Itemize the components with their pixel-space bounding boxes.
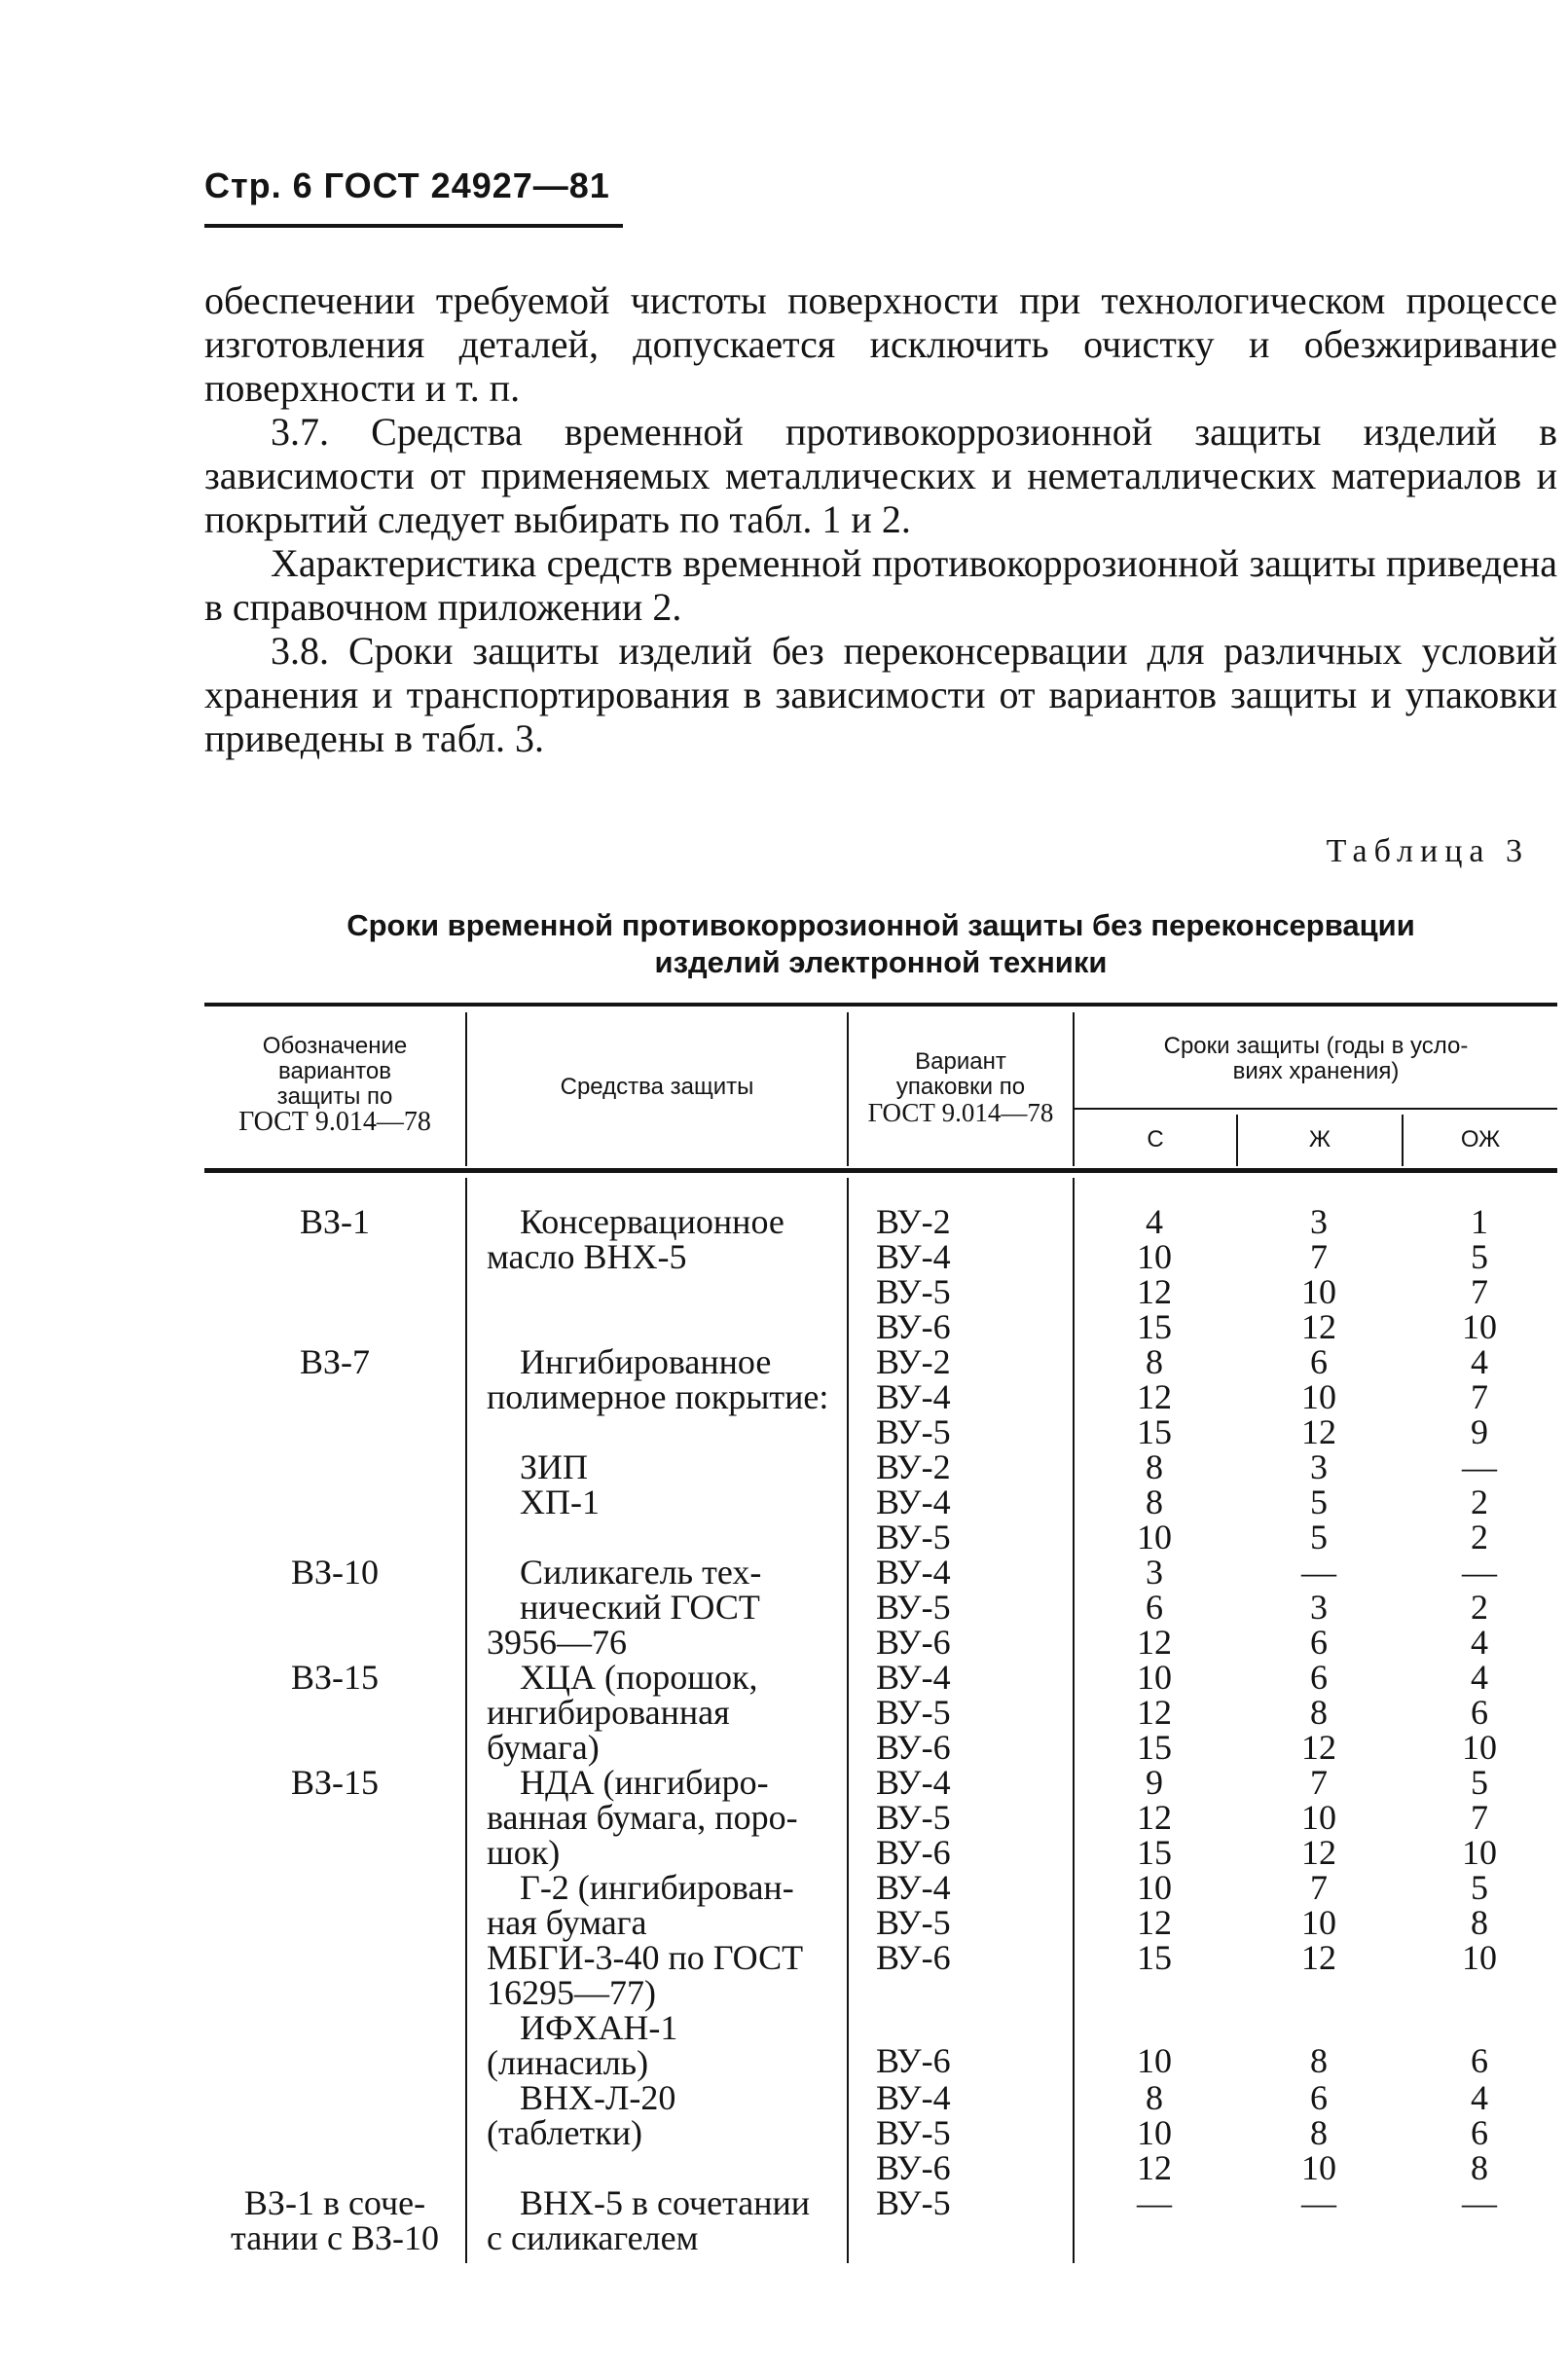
term-oz-cell <box>1402 1660 1557 1765</box>
term-z-cell-line: 12 <box>1301 1307 1336 1346</box>
term-oz-cell-line: 6 <box>1471 1693 1488 1732</box>
means-cell-line: нический ГОСТ <box>520 1588 760 1627</box>
term-oz-cell-line: 8 <box>1471 2148 1488 2187</box>
table-row <box>204 2080 1557 2185</box>
designation-cell-line: ВЗ-1 <box>299 1202 371 1241</box>
term-oz-cell <box>1402 1344 1557 1449</box>
term-z-cell-line: 6 <box>1310 1342 1328 1381</box>
term-z-cell-line: 10 <box>1301 2148 1336 2187</box>
term-z-cell-line: 12 <box>1301 1938 1336 1977</box>
term-z-cell-line: 10 <box>1301 1377 1336 1416</box>
variant-cell-line: ВУ-6 <box>876 1623 951 1662</box>
means-cell-line: ингибированная <box>487 1693 730 1732</box>
term-z-cell-line: 12 <box>1301 1833 1336 1872</box>
term-z-cell-line: 7 <box>1310 1868 1328 1907</box>
term-oz-cell <box>1402 2185 1557 2220</box>
variant-cell <box>847 1204 1073 1344</box>
variant-cell-line: ВУ-5 <box>876 1518 951 1556</box>
header-terms-line: виях хранения) <box>1232 1058 1400 1084</box>
table-row <box>204 1204 1557 1344</box>
table-row <box>204 2010 1557 2080</box>
table-row <box>204 1344 1557 1449</box>
term-z-cell-line: 12 <box>1301 1412 1336 1451</box>
term-s-cell-line: 15 <box>1137 1833 1172 1872</box>
variant-cell <box>847 1660 1073 1765</box>
designation-cell-line <box>204 2010 465 2045</box>
variant-cell-line: ВУ-5 <box>876 1798 951 1837</box>
header-col-s: С <box>1147 1126 1164 1153</box>
variant-cell <box>847 1449 1073 1555</box>
term-z-cell <box>1236 1660 1402 1765</box>
header-col-oz: ОЖ <box>1460 1126 1501 1153</box>
means-cell <box>465 2010 847 2080</box>
term-s-cell <box>1073 1449 1236 1555</box>
designation-cell-line: ВЗ-7 <box>299 1342 371 1381</box>
term-s-cell-line: 12 <box>1137 1377 1172 1416</box>
means-cell-line: Г-2 (ингибирован- <box>520 1868 794 1907</box>
variant-cell <box>847 2185 1073 2220</box>
designation-cell <box>204 2080 465 2115</box>
term-s-cell-line <box>1073 2008 1236 2043</box>
term-oz-cell-line: 1 <box>1471 1202 1488 1241</box>
term-z-cell-line: 5 <box>1310 1518 1328 1556</box>
term-s-cell-line: 8 <box>1146 1342 1163 1381</box>
term-z-cell <box>1236 1765 1402 1870</box>
term-z-cell <box>1236 1555 1402 1660</box>
table-label: Таблица 3 <box>1326 833 1529 869</box>
variant-cell-line: ВУ-6 <box>876 1833 951 1872</box>
variant-cell <box>847 2080 1073 2185</box>
variant-cell <box>847 1765 1073 1870</box>
table-row <box>204 1555 1557 1660</box>
term-z-cell-line: 10 <box>1301 1798 1336 1837</box>
term-z-cell <box>1236 1344 1402 1449</box>
term-oz-cell-line: 5 <box>1471 1763 1488 1802</box>
term-z-cell-line: 8 <box>1310 1693 1328 1732</box>
means-cell <box>465 2080 847 2150</box>
variant-cell-line: ВУ-5 <box>876 1588 951 1627</box>
designation-cell <box>204 1204 465 1239</box>
variant-cell <box>847 1555 1073 1660</box>
term-oz-cell <box>1402 1204 1557 1344</box>
means-cell-line: Консервационное <box>520 1202 784 1241</box>
means-cell-line: ная бумага <box>487 1903 647 1942</box>
designation-cell <box>204 1344 465 1379</box>
designation-cell <box>204 1660 465 1695</box>
paragraph-continuation: обеспечении требуемой чистоты поверхности при технологическом процессе изготовления деталей, допускается исключить очистку и обезжиривание поверхности и т. п. <box>204 278 1557 410</box>
designation-cell-line: тании с ВЗ-10 <box>231 2218 439 2257</box>
term-z-cell-line: 7 <box>1310 1763 1328 1802</box>
variant-cell-line: ВУ-6 <box>876 2148 951 2187</box>
header-rule <box>204 224 623 228</box>
term-oz-cell-line: 4 <box>1471 1623 1488 1662</box>
variant-cell-line: ВУ-5 <box>876 1412 951 1451</box>
term-oz-cell-line: 10 <box>1462 1307 1497 1346</box>
term-s-cell-line: 10 <box>1137 1868 1172 1907</box>
term-s-cell-line: 12 <box>1137 1272 1172 1311</box>
variant-cell-line: ВУ-2 <box>876 1202 951 1241</box>
term-oz-cell <box>1402 2008 1557 2078</box>
means-cell-line: бумага) <box>487 1728 600 1767</box>
term-oz-cell-line: 2 <box>1471 1482 1488 1521</box>
term-oz-cell-line: 7 <box>1471 1272 1488 1311</box>
variant-cell-line <box>876 2008 1073 2043</box>
means-cell-line: ВНХ-Л-20 <box>520 2078 676 2117</box>
designation-cell-line: ВЗ-15 <box>290 1763 380 1802</box>
designation-cell <box>204 2010 465 2045</box>
designation-cell <box>204 1555 465 1590</box>
term-s-cell-line: 10 <box>1137 2041 1172 2080</box>
term-s-cell <box>1073 1344 1236 1449</box>
variant-cell-line: ВУ-5 <box>876 2183 951 2222</box>
term-z-cell-line <box>1236 2008 1402 2043</box>
term-oz-cell <box>1402 1449 1557 1555</box>
term-oz-cell-line: — <box>1462 1447 1497 1486</box>
term-oz-cell-line: 10 <box>1462 1728 1497 1767</box>
table-title <box>204 907 1557 981</box>
term-s-cell-line: 10 <box>1137 2113 1172 2152</box>
header-variant-line: упаковки по <box>895 1074 1026 1100</box>
term-z-cell-line: 6 <box>1310 1623 1328 1662</box>
term-oz-cell-line: 2 <box>1471 1588 1488 1627</box>
term-oz-cell-line: 5 <box>1471 1868 1488 1907</box>
header-designation <box>204 1034 465 1135</box>
designation-cell-line <box>204 1870 465 1905</box>
term-oz-cell-line: 7 <box>1471 1377 1488 1416</box>
term-oz-cell <box>1402 2080 1557 2185</box>
page-header: Стр. 6 ГОСТ 24927—81 <box>204 165 610 205</box>
variant-cell-line: ВУ-4 <box>876 1868 951 1907</box>
table-row <box>204 1660 1557 1765</box>
means-cell-line: Силикагель тех- <box>520 1553 762 1592</box>
term-s-cell-line: 12 <box>1137 1693 1172 1732</box>
term-oz-cell-line: 5 <box>1471 1237 1488 1276</box>
table-top-rule <box>204 1003 1557 1006</box>
table-row <box>204 1870 1557 2010</box>
means-cell-line: полимерное покрытие: <box>487 1377 829 1416</box>
designation-cell <box>204 1449 465 1484</box>
term-oz-cell-line: 8 <box>1471 1903 1488 1942</box>
variant-cell-line: ВУ-6 <box>876 1728 951 1767</box>
header-designation-line: защиты по <box>276 1083 393 1110</box>
term-oz-cell-line: 4 <box>1471 1658 1488 1697</box>
means-cell <box>465 1449 847 1519</box>
designation-cell-line: ВЗ-10 <box>290 1553 380 1592</box>
variant-cell-line: ВУ-6 <box>876 1307 951 1346</box>
variant-cell-line: ВУ-4 <box>876 1237 951 1276</box>
table-body <box>204 1204 1557 2255</box>
means-cell-line: масло ВНХ-5 <box>487 1237 687 1276</box>
variant-cell-line: ВУ-2 <box>876 1342 951 1381</box>
term-z-cell <box>1236 1204 1402 1344</box>
term-s-cell-line: 12 <box>1137 2148 1172 2187</box>
means-cell-line: с силикагелем <box>487 2218 699 2257</box>
table-subheader-rule <box>1073 1108 1557 1110</box>
term-oz-cell-line: 4 <box>1471 1342 1488 1381</box>
means-cell-line: 3956—76 <box>487 1623 627 1662</box>
means-cell-line: МБГИ-3-40 по ГОСТ <box>487 1938 804 1977</box>
table-row <box>204 2185 1557 2255</box>
term-oz-cell-line: 7 <box>1471 1798 1488 1837</box>
designation-cell-line <box>204 1449 465 1484</box>
table-title-line: изделий электронной техники <box>654 945 1108 979</box>
means-cell-line: Ингибированное <box>520 1342 772 1381</box>
term-z-cell-line: 3 <box>1310 1202 1328 1241</box>
header-designation-line: Обозначение <box>262 1033 408 1059</box>
term-s-cell-line: 15 <box>1137 1728 1172 1767</box>
term-s-cell <box>1073 2080 1236 2185</box>
term-s-cell <box>1073 1870 1236 1975</box>
variant-cell-line: ВУ-6 <box>876 1938 951 1977</box>
term-oz-cell <box>1402 1870 1557 1975</box>
means-cell-line: ХП-1 <box>520 1482 600 1521</box>
header-col-z: Ж <box>1308 1126 1331 1153</box>
term-z-cell-line: — <box>1301 2183 1336 2222</box>
term-s-cell <box>1073 2008 1236 2078</box>
term-oz-cell-line: 9 <box>1471 1412 1488 1451</box>
header-means: Средства защиты <box>560 1074 754 1100</box>
term-s-cell-line: 4 <box>1146 1202 1163 1241</box>
term-z-cell-line: 12 <box>1301 1728 1336 1767</box>
term-s-cell <box>1073 1660 1236 1765</box>
means-cell <box>465 1344 847 1414</box>
term-s-cell-line: 3 <box>1146 1553 1163 1592</box>
variant-cell-line: ВУ-4 <box>876 2078 951 2117</box>
table-row <box>204 1765 1557 1870</box>
term-oz-cell-line: 2 <box>1471 1518 1488 1556</box>
paragraph-characteristics: Характеристика средств временной противокоррозионной защиты приведена в справочном приложении 2. <box>204 541 1557 629</box>
body-text <box>204 278 1557 760</box>
table-header-rule <box>204 1168 1557 1173</box>
designation-cell-line: ВЗ-15 <box>290 1658 380 1697</box>
variant-cell-line: ВУ-5 <box>876 1903 951 1942</box>
term-s-cell <box>1073 1204 1236 1344</box>
term-oz-cell-line: 10 <box>1462 1938 1497 1977</box>
term-oz-cell-line: — <box>1462 1553 1497 1592</box>
term-z-cell-line: 6 <box>1310 1658 1328 1697</box>
variant-cell-line: ВУ-5 <box>876 1272 951 1311</box>
variant-cell-line: ВУ-2 <box>876 1447 951 1486</box>
term-s-cell <box>1073 1555 1236 1660</box>
term-z-cell <box>1236 2008 1402 2078</box>
term-z-cell <box>1236 1449 1402 1555</box>
variant-cell-line: ВУ-5 <box>876 1693 951 1732</box>
term-s-cell-line: 8 <box>1146 2078 1163 2117</box>
designation-cell <box>204 1765 465 1800</box>
means-cell-line: ВНХ-5 в сочетании <box>520 2183 811 2222</box>
designation-cell <box>204 2185 465 2255</box>
means-cell-line: шок) <box>487 1833 561 1872</box>
term-s-cell-line: 8 <box>1146 1482 1163 1521</box>
term-z-cell-line: 6 <box>1310 2078 1328 2117</box>
term-oz-cell-line: 4 <box>1471 2078 1488 2117</box>
term-oz-cell-line: 10 <box>1462 1833 1497 1872</box>
header-designation-line: вариантов <box>277 1058 391 1084</box>
term-s-cell <box>1073 2185 1236 2220</box>
means-cell-line: (линасиль) <box>487 2043 649 2082</box>
header-variant <box>849 1049 1073 1125</box>
term-s-cell-line: 12 <box>1137 1903 1172 1942</box>
term-z-cell <box>1236 1870 1402 1975</box>
means-cell <box>465 1555 847 1660</box>
term-oz-cell-line <box>1402 2008 1557 2043</box>
header-terms <box>1075 1034 1557 1084</box>
designation-cell-line: ВЗ-1 в соче- <box>243 2183 426 2222</box>
variant-cell <box>847 2008 1073 2078</box>
term-z-cell <box>1236 2185 1402 2220</box>
term-oz-cell-line: 6 <box>1471 2113 1488 2152</box>
term-oz-cell-line: — <box>1462 2183 1497 2222</box>
term-z-cell-line: 3 <box>1310 1588 1328 1627</box>
variant-cell-line: ВУ-5 <box>876 2113 951 2152</box>
term-z-cell-line: 7 <box>1310 1237 1328 1276</box>
paragraph-3-8: 3.8. Сроки защиты изделий без переконсервации для различных условий хранения и транспортирования в зависимости от вариантов защиты и упаковки приведены в табл. 3. <box>204 629 1557 760</box>
means-cell-line: ХЦА (порошок, <box>520 1658 758 1697</box>
variant-cell-line: ВУ-4 <box>876 1763 951 1802</box>
term-s-cell-line: — <box>1137 2183 1172 2222</box>
header-designation-line: ГОСТ 9.014—78 <box>238 1107 431 1137</box>
means-cell-line: ванная бумага, поро- <box>487 1798 798 1837</box>
variant-cell <box>847 1344 1073 1449</box>
means-cell-line: (таблетки) <box>487 2113 642 2152</box>
means-cell <box>465 2185 847 2255</box>
term-s-cell-line: 12 <box>1137 1623 1172 1662</box>
term-oz-cell <box>1402 1555 1557 1660</box>
designation-cell-line <box>204 2080 465 2115</box>
variant-cell-line: ВУ-4 <box>876 1553 951 1592</box>
designation-cell <box>204 1870 465 1905</box>
term-s-cell-line: 8 <box>1146 1447 1163 1486</box>
variant-cell-line: ВУ-6 <box>876 2041 951 2080</box>
term-z-cell-line: 8 <box>1310 2041 1328 2080</box>
term-z-cell <box>1236 2080 1402 2185</box>
term-s-cell-line: 6 <box>1146 1588 1163 1627</box>
term-z-cell-line: 5 <box>1310 1482 1328 1521</box>
term-s-cell <box>1073 1765 1236 1870</box>
header-variant-line: ГОСТ 9.014—78 <box>867 1098 1054 1127</box>
means-cell-line: ЗИП <box>520 1447 589 1486</box>
table-title-line: Сроки временной противокоррозионной защиты без переконсервации <box>346 908 1415 942</box>
means-cell <box>465 1765 847 1870</box>
term-z-cell-line: 10 <box>1301 1272 1336 1311</box>
means-cell-line: ИФХАН-1 <box>520 2008 678 2047</box>
means-cell-line: 16295—77) <box>487 1973 656 2012</box>
means-cell-line: НДА (ингибиро- <box>520 1763 769 1802</box>
means-cell <box>465 1870 847 2010</box>
means-cell <box>465 1204 847 1274</box>
term-s-cell-line: 10 <box>1137 1237 1172 1276</box>
term-s-cell-line: 10 <box>1137 1518 1172 1556</box>
variant-cell <box>847 1870 1073 1975</box>
term-oz-cell <box>1402 1765 1557 1870</box>
header-terms-line: Сроки защиты (годы в усло- <box>1163 1033 1469 1059</box>
term-s-cell-line: 10 <box>1137 1658 1172 1697</box>
term-z-cell-line: — <box>1301 1553 1336 1592</box>
paragraph-3-7: 3.7. Средства временной противокоррозионной защиты изделий в зависимости от применяемых металлических и неметаллических материалов и покрытий следует выбирать по табл. 1 и 2. <box>204 410 1557 541</box>
term-z-cell-line: 3 <box>1310 1447 1328 1486</box>
means-cell <box>465 1660 847 1765</box>
term-s-cell-line: 12 <box>1137 1798 1172 1837</box>
term-z-cell-line: 8 <box>1310 2113 1328 2152</box>
table-row <box>204 1449 1557 1555</box>
variant-cell-line: ВУ-4 <box>876 1377 951 1416</box>
header-variant-line: Вариант <box>915 1048 1006 1075</box>
variant-cell-line: ВУ-4 <box>876 1482 951 1521</box>
term-s-cell-line: 15 <box>1137 1938 1172 1977</box>
term-oz-cell-line: 6 <box>1471 2041 1488 2080</box>
term-s-cell-line: 15 <box>1137 1307 1172 1346</box>
term-z-cell-line: 10 <box>1301 1903 1336 1942</box>
term-s-cell-line: 9 <box>1146 1763 1163 1802</box>
term-s-cell-line: 15 <box>1137 1412 1172 1451</box>
variant-cell-line: ВУ-4 <box>876 1658 951 1697</box>
